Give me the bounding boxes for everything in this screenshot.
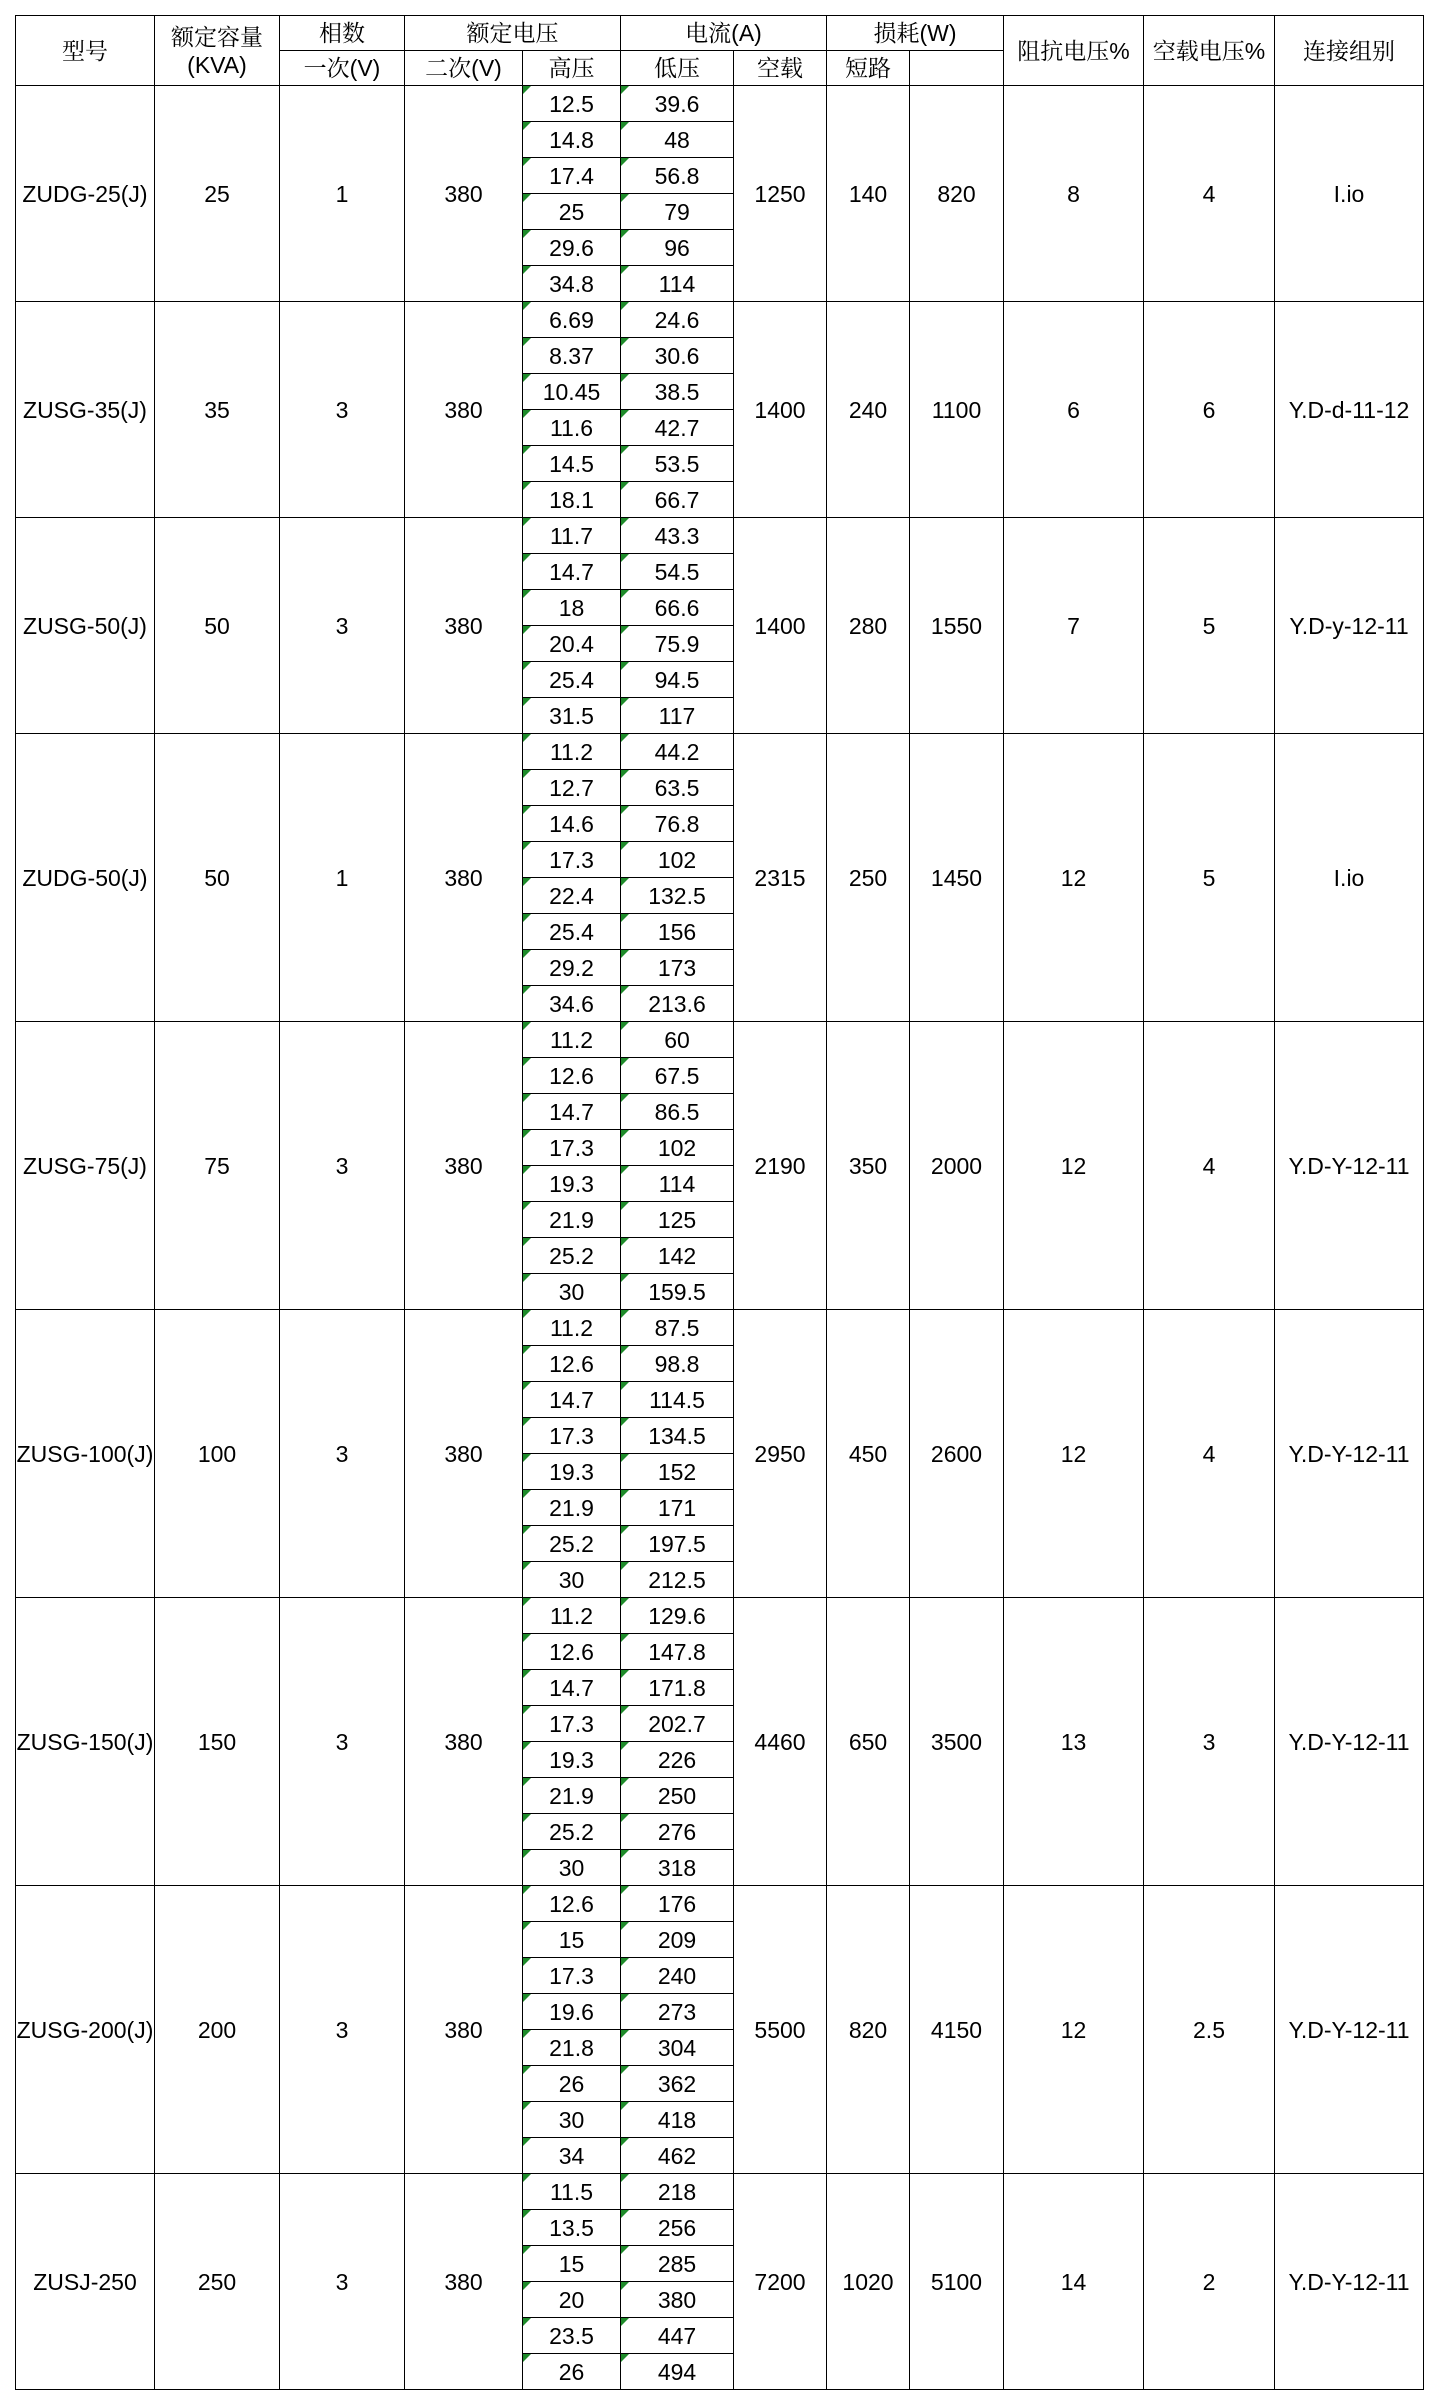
high-voltage-current-cell: 11.5 <box>523 2174 621 2210</box>
header-current: 电流(A) <box>621 16 827 51</box>
secondary-voltage-cell: 380 <box>405 86 523 302</box>
low-voltage-current-cell: 67.5 <box>621 1058 734 1094</box>
connection-cell: Y.D-y-12-11 <box>1275 518 1424 734</box>
header-capacity-line2: (KVA) <box>187 51 247 78</box>
high-voltage-current-cell: 10.45 <box>523 374 621 410</box>
high-voltage-current-cell: 20.4 <box>523 626 621 662</box>
low-voltage-current-cell: 147.8 <box>621 1634 734 1670</box>
high-voltage-current-cell: 12.6 <box>523 1886 621 1922</box>
high-voltage-current-cell: 15 <box>523 1922 621 1958</box>
high-voltage-current-cell: 21.8 <box>523 2030 621 2066</box>
high-voltage-current-cell: 14.7 <box>523 1670 621 1706</box>
connection-cell: Y.D-Y-12-11 <box>1275 1598 1424 1886</box>
impedance-cell: 8 <box>1004 86 1144 302</box>
low-voltage-current-cell: 218 <box>621 2174 734 2210</box>
header-phases: 相数 <box>280 16 405 51</box>
noload-current-cell: 1400 <box>734 302 827 518</box>
high-voltage-current-cell: 22.4 <box>523 878 621 914</box>
capacity-cell: 25 <box>155 86 280 302</box>
low-voltage-current-cell: 447 <box>621 2318 734 2354</box>
header-impedance: 阻抗电压% <box>1004 16 1144 86</box>
high-voltage-current-cell: 19.6 <box>523 1994 621 2030</box>
secondary-voltage-cell: 380 <box>405 302 523 518</box>
phases-cell: 3 <box>280 302 405 518</box>
secondary-voltage-cell: 380 <box>405 518 523 734</box>
low-voltage-current-cell: 38.5 <box>621 374 734 410</box>
model-cell: ZUSG-150(J) <box>16 1598 155 1886</box>
impedance-cell: 12 <box>1004 1886 1144 2174</box>
capacity-cell: 200 <box>155 1886 280 2174</box>
table-row <box>16 1022 1424 1058</box>
high-voltage-current-cell: 30 <box>523 1850 621 1886</box>
low-voltage-current-cell: 202.7 <box>621 1706 734 1742</box>
header-secondary: 二次(V) <box>405 51 523 86</box>
high-voltage-current-cell: 8.37 <box>523 338 621 374</box>
low-voltage-current-cell: 79 <box>621 194 734 230</box>
short-circuit-loss-cell: 450 <box>827 1310 910 1598</box>
phases-cell: 3 <box>280 1310 405 1598</box>
impedance-cell: 12 <box>1004 1022 1144 1310</box>
noload-voltage-cell: 3 <box>1144 1598 1275 1886</box>
high-voltage-current-cell: 6.69 <box>523 302 621 338</box>
high-voltage-current-cell: 11.7 <box>523 518 621 554</box>
connection-cell: Y.D-d-11-12 <box>1275 302 1424 518</box>
noload-voltage-cell: 4 <box>1144 1310 1275 1598</box>
low-voltage-current-cell: 462 <box>621 2138 734 2174</box>
noload-current-cell: 2190 <box>734 1022 827 1310</box>
model-cell: ZUSJ-250 <box>16 2174 155 2390</box>
low-voltage-current-cell: 273 <box>621 1994 734 2030</box>
low-voltage-current-cell: 285 <box>621 2246 734 2282</box>
high-voltage-current-cell: 21.9 <box>523 1202 621 1238</box>
high-voltage-current-cell: 11.2 <box>523 1310 621 1346</box>
short-circuit-loss-cell: 350 <box>827 1022 910 1310</box>
high-voltage-current-cell: 25.2 <box>523 1238 621 1274</box>
high-voltage-current-cell: 13.5 <box>523 2210 621 2246</box>
table-row <box>16 302 1424 338</box>
low-voltage-current-cell: 197.5 <box>621 1526 734 1562</box>
low-voltage-current-cell: 213.6 <box>621 986 734 1022</box>
high-voltage-current-cell: 12.6 <box>523 1346 621 1382</box>
low-voltage-current-cell: 209 <box>621 1922 734 1958</box>
low-voltage-current-cell: 87.5 <box>621 1310 734 1346</box>
low-voltage-current-cell: 114.5 <box>621 1382 734 1418</box>
low-voltage-current-cell: 98.8 <box>621 1346 734 1382</box>
high-voltage-current-cell: 25.4 <box>523 662 621 698</box>
noload-voltage-cell: 2 <box>1144 2174 1275 2390</box>
high-voltage-current-cell: 34.6 <box>523 986 621 1022</box>
noload-voltage-cell: 2.5 <box>1144 1886 1275 2174</box>
low-voltage-current-cell: 48 <box>621 122 734 158</box>
phases-cell: 3 <box>280 2174 405 2390</box>
phases-cell: 3 <box>280 1886 405 2174</box>
header-noload: 空载 <box>734 51 827 86</box>
table-row <box>16 1886 1424 1922</box>
short-circuit-loss-cell: 140 <box>827 86 910 302</box>
high-voltage-current-cell: 14.6 <box>523 806 621 842</box>
short-circuit-loss-cell: 650 <box>827 1598 910 1886</box>
noload-current-cell: 4460 <box>734 1598 827 1886</box>
high-voltage-current-cell: 25.2 <box>523 1526 621 1562</box>
header-primary: 一次(V) <box>280 51 405 86</box>
secondary-voltage-cell: 380 <box>405 1886 523 2174</box>
short-circuit-loss-cell: 280 <box>827 518 910 734</box>
noload-voltage-cell: 5 <box>1144 518 1275 734</box>
high-voltage-current-cell: 14.8 <box>523 122 621 158</box>
high-voltage-current-cell: 30 <box>523 1274 621 1310</box>
low-voltage-current-cell: 102 <box>621 1130 734 1166</box>
low-voltage-current-cell: 212.5 <box>621 1562 734 1598</box>
short-circuit-loss-cell: 820 <box>827 1886 910 2174</box>
header-model: 型号 <box>16 16 155 86</box>
connection-cell: I.io <box>1275 86 1424 302</box>
high-voltage-current-cell: 12.6 <box>523 1058 621 1094</box>
short-circuit-loss-cell: 240 <box>827 302 910 518</box>
header-capacity-line1: 额定容量 <box>171 23 263 50</box>
high-voltage-current-cell: 19.3 <box>523 1742 621 1778</box>
low-voltage-current-cell: 276 <box>621 1814 734 1850</box>
header-low-voltage: 低压 <box>621 51 734 86</box>
high-voltage-current-cell: 11.2 <box>523 734 621 770</box>
capacity-cell: 75 <box>155 1022 280 1310</box>
low-voltage-current-cell: 226 <box>621 1742 734 1778</box>
loss-cell: 1550 <box>910 518 1004 734</box>
header-row-1 <box>16 16 1424 51</box>
capacity-cell: 250 <box>155 2174 280 2390</box>
header-voltage: 额定电压 <box>405 16 621 51</box>
high-voltage-current-cell: 11.6 <box>523 410 621 446</box>
low-voltage-current-cell: 54.5 <box>621 554 734 590</box>
low-voltage-current-cell: 418 <box>621 2102 734 2138</box>
loss-cell: 5100 <box>910 2174 1004 2390</box>
high-voltage-current-cell: 25.2 <box>523 1814 621 1850</box>
model-cell: ZUSG-200(J) <box>16 1886 155 2174</box>
high-voltage-current-cell: 11.2 <box>523 1022 621 1058</box>
high-voltage-current-cell: 18 <box>523 590 621 626</box>
loss-cell: 2600 <box>910 1310 1004 1598</box>
noload-voltage-cell: 4 <box>1144 1022 1275 1310</box>
noload-current-cell: 5500 <box>734 1886 827 2174</box>
impedance-cell: 6 <box>1004 302 1144 518</box>
high-voltage-current-cell: 34.8 <box>523 266 621 302</box>
noload-current-cell: 1400 <box>734 518 827 734</box>
low-voltage-current-cell: 60 <box>621 1022 734 1058</box>
phases-cell: 3 <box>280 1022 405 1310</box>
high-voltage-current-cell: 14.7 <box>523 1382 621 1418</box>
model-cell: ZUDG-50(J) <box>16 734 155 1022</box>
high-voltage-current-cell: 31.5 <box>523 698 621 734</box>
high-voltage-current-cell: 19.3 <box>523 1166 621 1202</box>
low-voltage-current-cell: 132.5 <box>621 878 734 914</box>
capacity-cell: 150 <box>155 1598 280 1886</box>
high-voltage-current-cell: 17.3 <box>523 1418 621 1454</box>
spec-table <box>15 15 1424 2390</box>
low-voltage-current-cell: 152 <box>621 1454 734 1490</box>
high-voltage-current-cell: 14.5 <box>523 446 621 482</box>
phases-cell: 3 <box>280 518 405 734</box>
high-voltage-current-cell: 26 <box>523 2066 621 2102</box>
connection-cell: Y.D-Y-12-11 <box>1275 1310 1424 1598</box>
table-row <box>16 734 1424 770</box>
high-voltage-current-cell: 17.4 <box>523 158 621 194</box>
short-circuit-loss-cell: 1020 <box>827 2174 910 2390</box>
low-voltage-current-cell: 171.8 <box>621 1670 734 1706</box>
high-voltage-current-cell: 19.3 <box>523 1454 621 1490</box>
loss-cell: 2000 <box>910 1022 1004 1310</box>
high-voltage-current-cell: 23.5 <box>523 2318 621 2354</box>
high-voltage-current-cell: 30 <box>523 2102 621 2138</box>
low-voltage-current-cell: 75.9 <box>621 626 734 662</box>
low-voltage-current-cell: 102 <box>621 842 734 878</box>
model-cell: ZUSG-50(J) <box>16 518 155 734</box>
low-voltage-current-cell: 173 <box>621 950 734 986</box>
secondary-voltage-cell: 380 <box>405 1598 523 1886</box>
high-voltage-current-cell: 12.5 <box>523 86 621 122</box>
high-voltage-current-cell: 30 <box>523 1562 621 1598</box>
high-voltage-current-cell: 25 <box>523 194 621 230</box>
noload-voltage-cell: 4 <box>1144 86 1275 302</box>
high-voltage-current-cell: 21.9 <box>523 1490 621 1526</box>
impedance-cell: 12 <box>1004 734 1144 1022</box>
impedance-cell: 13 <box>1004 1598 1144 1886</box>
header-loss: 损耗(W) <box>827 16 1004 51</box>
low-voltage-current-cell: 117 <box>621 698 734 734</box>
low-voltage-current-cell: 24.6 <box>621 302 734 338</box>
table-row <box>16 1598 1424 1634</box>
high-voltage-current-cell: 17.3 <box>523 1958 621 1994</box>
loss-cell: 1450 <box>910 734 1004 1022</box>
high-voltage-current-cell: 14.7 <box>523 1094 621 1130</box>
noload-current-cell: 7200 <box>734 2174 827 2390</box>
low-voltage-current-cell: 66.7 <box>621 482 734 518</box>
noload-current-cell: 2950 <box>734 1310 827 1598</box>
low-voltage-current-cell: 134.5 <box>621 1418 734 1454</box>
low-voltage-current-cell: 171 <box>621 1490 734 1526</box>
low-voltage-current-cell: 53.5 <box>621 446 734 482</box>
low-voltage-current-cell: 76.8 <box>621 806 734 842</box>
table-row <box>16 2174 1424 2210</box>
high-voltage-current-cell: 14.7 <box>523 554 621 590</box>
high-voltage-current-cell: 34 <box>523 2138 621 2174</box>
low-voltage-current-cell: 256 <box>621 2210 734 2246</box>
loss-cell: 4150 <box>910 1886 1004 2174</box>
low-voltage-current-cell: 250 <box>621 1778 734 1814</box>
high-voltage-current-cell: 20 <box>523 2282 621 2318</box>
phases-cell: 1 <box>280 734 405 1022</box>
low-voltage-current-cell: 30.6 <box>621 338 734 374</box>
capacity-cell: 100 <box>155 1310 280 1598</box>
low-voltage-current-cell: 304 <box>621 2030 734 2066</box>
high-voltage-current-cell: 29.6 <box>523 230 621 266</box>
low-voltage-current-cell: 156 <box>621 914 734 950</box>
low-voltage-current-cell: 159.5 <box>621 1274 734 1310</box>
header-high-voltage: 高压 <box>523 51 621 86</box>
low-voltage-current-cell: 63.5 <box>621 770 734 806</box>
high-voltage-current-cell: 12.7 <box>523 770 621 806</box>
low-voltage-current-cell: 44.2 <box>621 734 734 770</box>
low-voltage-current-cell: 56.8 <box>621 158 734 194</box>
header-blank <box>910 51 1004 86</box>
secondary-voltage-cell: 380 <box>405 734 523 1022</box>
low-voltage-current-cell: 142 <box>621 1238 734 1274</box>
capacity-cell: 50 <box>155 734 280 1022</box>
header-short-circuit: 短路 <box>827 51 910 86</box>
short-circuit-loss-cell: 250 <box>827 734 910 1022</box>
capacity-cell: 35 <box>155 302 280 518</box>
low-voltage-current-cell: 94.5 <box>621 662 734 698</box>
low-voltage-current-cell: 240 <box>621 1958 734 1994</box>
impedance-cell: 7 <box>1004 518 1144 734</box>
connection-cell: Y.D-Y-12-11 <box>1275 1886 1424 2174</box>
low-voltage-current-cell: 114 <box>621 266 734 302</box>
high-voltage-current-cell: 25.4 <box>523 914 621 950</box>
low-voltage-current-cell: 96 <box>621 230 734 266</box>
high-voltage-current-cell: 18.1 <box>523 482 621 518</box>
header-connection: 连接组别 <box>1275 16 1424 86</box>
phases-cell: 3 <box>280 1598 405 1886</box>
low-voltage-current-cell: 380 <box>621 2282 734 2318</box>
secondary-voltage-cell: 380 <box>405 1310 523 1598</box>
low-voltage-current-cell: 114 <box>621 1166 734 1202</box>
low-voltage-current-cell: 494 <box>621 2354 734 2390</box>
table-row <box>16 518 1424 554</box>
connection-cell: I.io <box>1275 734 1424 1022</box>
low-voltage-current-cell: 318 <box>621 1850 734 1886</box>
low-voltage-current-cell: 362 <box>621 2066 734 2102</box>
high-voltage-current-cell: 26 <box>523 2354 621 2390</box>
noload-voltage-cell: 6 <box>1144 302 1275 518</box>
spec-table-body <box>16 86 1424 2390</box>
high-voltage-current-cell: 17.3 <box>523 1130 621 1166</box>
low-voltage-current-cell: 125 <box>621 1202 734 1238</box>
low-voltage-current-cell: 39.6 <box>621 86 734 122</box>
connection-cell: Y.D-Y-12-11 <box>1275 2174 1424 2390</box>
capacity-cell: 50 <box>155 518 280 734</box>
low-voltage-current-cell: 43.3 <box>621 518 734 554</box>
loss-cell: 3500 <box>910 1598 1004 1886</box>
model-cell: ZUDG-25(J) <box>16 86 155 302</box>
connection-cell: Y.D-Y-12-11 <box>1275 1022 1424 1310</box>
low-voltage-current-cell: 42.7 <box>621 410 734 446</box>
noload-voltage-cell: 5 <box>1144 734 1275 1022</box>
high-voltage-current-cell: 17.3 <box>523 842 621 878</box>
header-noload-voltage: 空载电压% <box>1144 16 1275 86</box>
table-row <box>16 1310 1424 1346</box>
impedance-cell: 12 <box>1004 1310 1144 1598</box>
secondary-voltage-cell: 380 <box>405 2174 523 2390</box>
secondary-voltage-cell: 380 <box>405 1022 523 1310</box>
high-voltage-current-cell: 11.2 <box>523 1598 621 1634</box>
model-cell: ZUSG-100(J) <box>16 1310 155 1598</box>
loss-cell: 1100 <box>910 302 1004 518</box>
header-capacity <box>155 16 280 86</box>
noload-current-cell: 1250 <box>734 86 827 302</box>
high-voltage-current-cell: 21.9 <box>523 1778 621 1814</box>
model-cell: ZUSG-75(J) <box>16 1022 155 1310</box>
transformer-spec-sheet <box>15 15 1423 2390</box>
noload-current-cell: 2315 <box>734 734 827 1022</box>
loss-cell: 820 <box>910 86 1004 302</box>
low-voltage-current-cell: 66.6 <box>621 590 734 626</box>
impedance-cell: 14 <box>1004 2174 1144 2390</box>
table-row <box>16 86 1424 122</box>
high-voltage-current-cell: 15 <box>523 2246 621 2282</box>
low-voltage-current-cell: 86.5 <box>621 1094 734 1130</box>
low-voltage-current-cell: 176 <box>621 1886 734 1922</box>
high-voltage-current-cell: 29.2 <box>523 950 621 986</box>
model-cell: ZUSG-35(J) <box>16 302 155 518</box>
high-voltage-current-cell: 12.6 <box>523 1634 621 1670</box>
phases-cell: 1 <box>280 86 405 302</box>
low-voltage-current-cell: 129.6 <box>621 1598 734 1634</box>
high-voltage-current-cell: 17.3 <box>523 1706 621 1742</box>
